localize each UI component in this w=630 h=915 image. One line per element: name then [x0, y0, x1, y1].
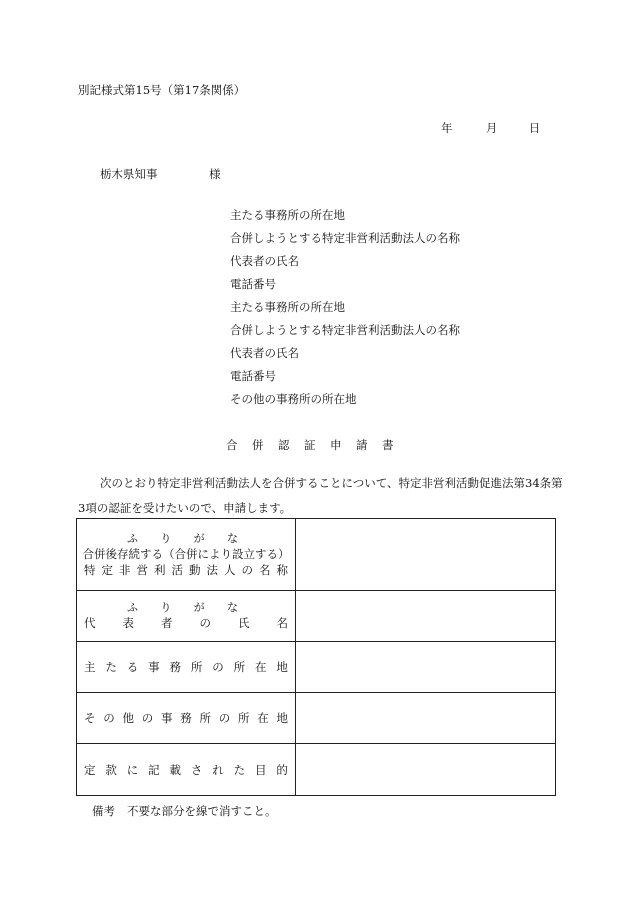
table-row — [77, 642, 556, 693]
applicant-field: 電話番号 — [230, 277, 276, 291]
label-char: そ — [84, 711, 96, 725]
label-char: 動 — [189, 562, 201, 577]
label-char: の — [241, 562, 253, 577]
label-char: 所 — [190, 660, 203, 674]
label-char: た — [233, 762, 246, 777]
applicant-field: 代表者の氏名 — [230, 254, 299, 268]
applicant-field: 主たる事務所の所在地 — [230, 208, 345, 222]
label-char: 活 — [171, 562, 183, 577]
applicant-field: 合併しようとする特定非営利活動法人の名称 — [230, 323, 460, 337]
label-char: 利 — [154, 562, 166, 577]
label-char: の — [218, 711, 231, 725]
label-line: 合併後存続する（合併により設立する） — [82, 546, 290, 561]
label-cell — [77, 519, 296, 591]
ruby-label — [77, 532, 295, 546]
applicant-field: 電話番号 — [230, 369, 276, 383]
label-char: 務 — [180, 711, 192, 725]
body-text: 次のとおり特定非営利活動法人を合併することについて、特定非営利活動促進法第34条第3項の認証を受けたいので、申請します。 — [78, 476, 563, 515]
label-char: 定 — [84, 762, 96, 777]
label-char: 地 — [276, 660, 288, 674]
applicant-field: その他の事務所の所在地 — [230, 392, 357, 406]
label-char: 名 — [276, 616, 288, 630]
label-line — [77, 659, 295, 675]
label-char: 名 — [259, 562, 271, 577]
ruby-label — [77, 601, 295, 615]
date-line — [441, 123, 540, 135]
table-row — [77, 591, 556, 642]
label-char: 所 — [233, 660, 246, 674]
label-char: 事 — [148, 660, 160, 674]
label-char: の — [103, 711, 115, 725]
label-char: る — [126, 660, 139, 674]
document-title: 合併認証申請書 — [226, 438, 408, 452]
label-char: に — [126, 762, 139, 777]
addressee — [100, 169, 221, 181]
application-table — [76, 518, 556, 796]
label-char: の — [141, 711, 154, 725]
applicant-field: 代表者の氏名 — [230, 346, 299, 360]
articles-purpose-value[interactable] — [296, 744, 556, 796]
label-char: 事 — [161, 711, 173, 725]
label-char: 者 — [161, 616, 173, 630]
label-char: 法 — [206, 562, 218, 577]
label-cell — [77, 744, 296, 796]
label-char: 特 — [84, 562, 96, 577]
label-char: 非 — [119, 562, 131, 577]
label-char: た — [105, 660, 117, 674]
applicant-field: 合併しようとする特定非営利活動法人の名称 — [230, 231, 460, 245]
label-char: 氏 — [238, 616, 250, 630]
label-cell — [77, 642, 296, 693]
label-char: 記 — [148, 762, 160, 777]
label-char: り — [160, 601, 172, 614]
label-char: 的 — [276, 762, 288, 777]
label-line — [77, 710, 295, 726]
label-cell — [77, 693, 296, 744]
label-char: な — [226, 531, 238, 545]
form-number: 別記様式第15号（第17条関係） — [78, 83, 246, 97]
table-row — [77, 693, 556, 744]
label-char: 載 — [169, 762, 181, 777]
label-char: な — [226, 601, 238, 614]
label-char: 称 — [276, 562, 288, 577]
label-char: 所 — [238, 711, 250, 725]
label-char: ふ — [127, 601, 138, 614]
label-char: 他 — [122, 711, 134, 725]
table-row — [77, 744, 556, 796]
label-char: 表 — [122, 616, 134, 630]
label-char: れ — [212, 762, 224, 777]
corporation-name-value[interactable] — [296, 519, 556, 591]
label-char: 代 — [84, 616, 96, 630]
label-char: 在 — [255, 660, 267, 674]
label-cell — [77, 591, 296, 642]
addressee-honorific: 様 — [209, 167, 221, 181]
applicant-field: 主たる事務所の所在地 — [230, 300, 345, 314]
label-char: 所 — [199, 711, 211, 725]
label-char: 地 — [276, 711, 288, 725]
label-char: 人 — [224, 562, 236, 577]
label-char: 定 — [101, 562, 113, 577]
label-char: 款 — [105, 762, 117, 777]
label-char: さ — [190, 762, 203, 777]
main-office-address-value[interactable] — [296, 642, 556, 693]
representative-name-value[interactable] — [296, 591, 556, 642]
label-char: の — [199, 616, 211, 630]
label-char: 営 — [136, 562, 148, 577]
date-month: 月 — [485, 121, 498, 135]
label-char: 在 — [257, 711, 269, 725]
label-char: 務 — [169, 660, 181, 674]
label-char: 主 — [84, 660, 96, 674]
remarks-text: 不要な部分を線で消すこと。 — [127, 804, 277, 818]
table-row — [77, 519, 556, 591]
label-line — [77, 615, 295, 631]
addressee-name: 栃木県知事 — [100, 167, 158, 181]
label-char: ふ — [127, 531, 138, 545]
label-char: 目 — [255, 762, 267, 777]
label-char: の — [212, 660, 224, 674]
label-char: が — [193, 601, 205, 614]
remarks-label: 備考 — [92, 804, 115, 818]
label-char: が — [193, 531, 205, 545]
label-line — [77, 762, 295, 778]
date-year: 年 — [441, 121, 453, 135]
date-day: 日 — [528, 121, 541, 135]
remarks — [92, 806, 277, 818]
label-line — [77, 562, 295, 578]
label-char: り — [160, 531, 172, 545]
other-office-address-value[interactable] — [296, 693, 556, 744]
